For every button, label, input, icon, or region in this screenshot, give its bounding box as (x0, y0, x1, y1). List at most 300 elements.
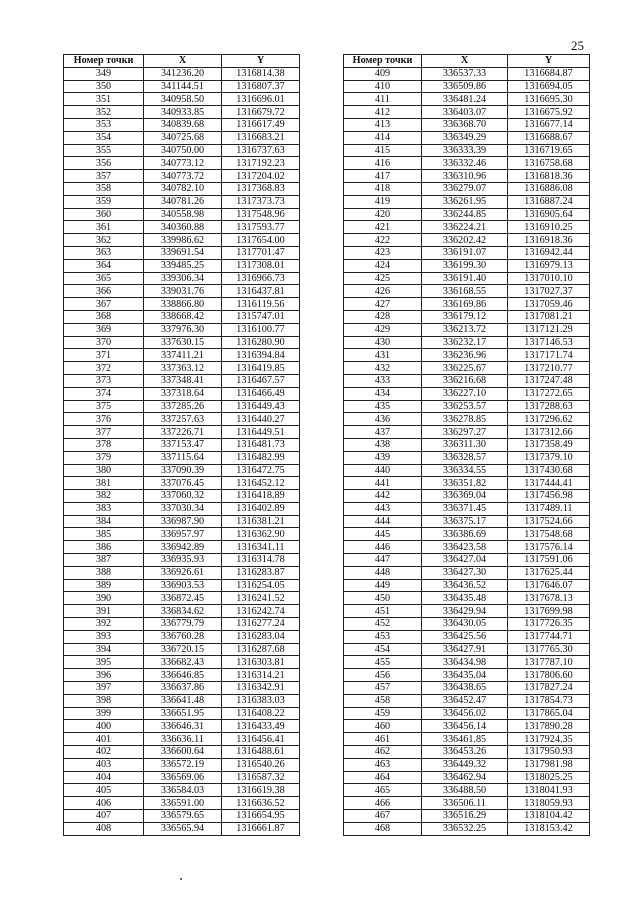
x-cell: 336434.98 (422, 656, 508, 669)
x-cell: 336987.90 (144, 515, 222, 528)
x-cell: 336779.79 (144, 618, 222, 631)
x-cell: 336456.02 (422, 707, 508, 720)
y-cell: 1316942.44 (508, 246, 590, 259)
point-number-cell: 369 (64, 323, 144, 336)
point-number-cell: 367 (64, 298, 144, 311)
y-cell: 1317981.98 (508, 758, 590, 771)
point-number-cell: 390 (64, 592, 144, 605)
x-cell: 336386.69 (422, 528, 508, 541)
x-cell: 336179.12 (422, 310, 508, 323)
table-row (344, 605, 590, 618)
y-cell: 1317288.63 (508, 400, 590, 413)
y-cell: 1316408.22 (222, 707, 300, 720)
point-number-cell: 377 (64, 426, 144, 439)
table-row (64, 733, 300, 746)
table-row (64, 246, 300, 259)
x-cell: 340781.26 (144, 195, 222, 208)
x-cell: 336579.65 (144, 810, 222, 823)
x-cell: 337348.41 (144, 374, 222, 387)
x-cell: 336488.50 (422, 784, 508, 797)
point-number-cell: 389 (64, 579, 144, 592)
y-cell: 1317312.66 (508, 426, 590, 439)
y-cell: 1317654.00 (222, 234, 300, 247)
table-row (64, 643, 300, 656)
point-number-cell: 363 (64, 246, 144, 259)
point-number-cell: 414 (344, 131, 422, 144)
x-cell: 337226.71 (144, 426, 222, 439)
point-number-cell: 394 (64, 643, 144, 656)
x-cell: 336641.48 (144, 694, 222, 707)
x-cell: 336516.29 (422, 810, 508, 823)
point-number-cell: 392 (64, 618, 144, 631)
table-row (344, 630, 590, 643)
point-number-cell: 406 (64, 797, 144, 810)
table-row (344, 221, 590, 234)
point-number-cell: 353 (64, 118, 144, 131)
point-number-cell: 375 (64, 400, 144, 413)
table-row (64, 400, 300, 413)
x-cell: 336168.55 (422, 285, 508, 298)
table-row (64, 118, 300, 131)
x-cell: 336942.89 (144, 541, 222, 554)
table-row (344, 707, 590, 720)
x-cell: 336310.96 (422, 170, 508, 183)
x-cell: 336236.96 (422, 349, 508, 362)
y-cell: 1316905.64 (508, 208, 590, 221)
header-point-number: Номер точки (344, 55, 422, 68)
y-cell: 1317548.96 (222, 208, 300, 221)
y-cell: 1316694.05 (508, 80, 590, 93)
header-y: Y (508, 55, 590, 68)
x-cell: 336334.55 (422, 464, 508, 477)
x-cell: 336225.67 (422, 362, 508, 375)
table-row (64, 605, 300, 618)
point-number-cell: 457 (344, 682, 422, 695)
page-number: 25 (571, 38, 584, 53)
y-cell: 1318153.42 (508, 822, 590, 835)
y-cell: 1316287.68 (222, 643, 300, 656)
x-cell: 336926.61 (144, 566, 222, 579)
x-cell: 336935.93 (144, 554, 222, 567)
point-number-cell: 423 (344, 246, 422, 259)
point-number-cell: 382 (64, 490, 144, 503)
y-cell: 1316449.43 (222, 400, 300, 413)
point-number-cell: 351 (64, 93, 144, 106)
table-header-row (64, 55, 300, 68)
x-cell: 338866.80 (144, 298, 222, 311)
x-cell: 336760.28 (144, 630, 222, 643)
x-cell: 336569.06 (144, 771, 222, 784)
point-number-cell: 358 (64, 182, 144, 195)
x-cell: 336369.04 (422, 490, 508, 503)
x-cell: 339485.25 (144, 259, 222, 272)
table-row (344, 234, 590, 247)
table-row (64, 413, 300, 426)
table-row (64, 656, 300, 669)
table-row (344, 80, 590, 93)
point-number-cell: 449 (344, 579, 422, 592)
y-cell: 1316241.52 (222, 592, 300, 605)
x-cell: 336682.43 (144, 656, 222, 669)
point-number-cell: 410 (344, 80, 422, 93)
table-row (64, 579, 300, 592)
x-cell: 337060.32 (144, 490, 222, 503)
x-cell: 336872.45 (144, 592, 222, 605)
table-row (344, 694, 590, 707)
x-cell: 336349.29 (422, 131, 508, 144)
point-number-cell: 386 (64, 541, 144, 554)
y-cell: 1316362.90 (222, 528, 300, 541)
table-row (344, 758, 590, 771)
table-row (344, 144, 590, 157)
table-row (64, 426, 300, 439)
right-table-body (344, 67, 590, 835)
left-coordinates-table (63, 54, 300, 836)
y-cell: 1317379.10 (508, 451, 590, 464)
point-number-cell: 462 (344, 746, 422, 759)
y-cell: 1318059.93 (508, 797, 590, 810)
x-cell: 340782.10 (144, 182, 222, 195)
point-number-cell: 422 (344, 234, 422, 247)
point-number-cell: 441 (344, 477, 422, 490)
point-number-cell: 415 (344, 144, 422, 157)
table-row (344, 298, 590, 311)
table-row (64, 707, 300, 720)
point-number-cell: 425 (344, 272, 422, 285)
x-cell: 336481.24 (422, 93, 508, 106)
x-cell: 337257.63 (144, 413, 222, 426)
y-cell: 1317192.23 (222, 157, 300, 170)
point-number-cell: 379 (64, 451, 144, 464)
y-cell: 1316456.41 (222, 733, 300, 746)
x-cell: 340750.00 (144, 144, 222, 157)
point-number-cell: 402 (64, 746, 144, 759)
y-cell: 1316280.90 (222, 336, 300, 349)
y-cell: 1317924.35 (508, 733, 590, 746)
point-number-cell: 448 (344, 566, 422, 579)
point-number-cell: 421 (344, 221, 422, 234)
point-number-cell: 350 (64, 80, 144, 93)
point-number-cell: 404 (64, 771, 144, 784)
y-cell: 1317171.74 (508, 349, 590, 362)
x-cell: 336532.25 (422, 822, 508, 835)
table-row (344, 746, 590, 759)
point-number-cell: 372 (64, 362, 144, 375)
x-cell: 336191.40 (422, 272, 508, 285)
table-row (64, 144, 300, 157)
table-row (344, 323, 590, 336)
x-cell: 336232.17 (422, 336, 508, 349)
y-cell: 1318104.42 (508, 810, 590, 823)
point-number-cell: 445 (344, 528, 422, 541)
x-cell: 337090.39 (144, 464, 222, 477)
point-number-cell: 400 (64, 720, 144, 733)
point-number-cell: 417 (344, 170, 422, 183)
x-cell: 336646.85 (144, 669, 222, 682)
y-cell: 1317726.35 (508, 618, 590, 631)
point-number-cell: 370 (64, 336, 144, 349)
y-cell: 1317358.49 (508, 438, 590, 451)
point-number-cell: 466 (344, 797, 422, 810)
table-row (344, 208, 590, 221)
x-cell: 336279.07 (422, 182, 508, 195)
y-cell: 1317744.71 (508, 630, 590, 643)
point-number-cell: 440 (344, 464, 422, 477)
x-cell: 339986.62 (144, 234, 222, 247)
point-number-cell: 432 (344, 362, 422, 375)
x-cell: 336216.68 (422, 374, 508, 387)
point-number-cell: 444 (344, 515, 422, 528)
y-cell: 1316433.49 (222, 720, 300, 733)
table-row (344, 272, 590, 285)
table-row (344, 618, 590, 631)
x-cell: 336436.52 (422, 579, 508, 592)
y-cell: 1316677.14 (508, 118, 590, 131)
header-x: X (422, 55, 508, 68)
point-number-cell: 442 (344, 490, 422, 503)
point-number-cell: 391 (64, 605, 144, 618)
table-row (344, 797, 590, 810)
table-row (344, 566, 590, 579)
y-cell: 1317787.10 (508, 656, 590, 669)
y-cell: 1316654.95 (222, 810, 300, 823)
table-row (344, 195, 590, 208)
table-row (64, 502, 300, 515)
y-cell: 1316303.81 (222, 656, 300, 669)
y-cell: 1316619.38 (222, 784, 300, 797)
x-cell: 336903.53 (144, 579, 222, 592)
y-cell: 1316119.56 (222, 298, 300, 311)
table-row (64, 720, 300, 733)
point-number-cell: 361 (64, 221, 144, 234)
x-cell: 336328.57 (422, 451, 508, 464)
point-number-cell: 446 (344, 541, 422, 554)
point-number-cell: 349 (64, 67, 144, 80)
x-cell: 336572.19 (144, 758, 222, 771)
y-cell: 1317059.46 (508, 298, 590, 311)
y-cell: 1316688.67 (508, 131, 590, 144)
x-cell: 336427.04 (422, 554, 508, 567)
y-cell: 1316807.37 (222, 80, 300, 93)
table-row (344, 477, 590, 490)
table-row (344, 362, 590, 375)
table-row (64, 374, 300, 387)
x-cell: 336371.45 (422, 502, 508, 515)
table-row (344, 259, 590, 272)
point-number-cell: 397 (64, 682, 144, 695)
y-cell: 1317368.83 (222, 182, 300, 195)
point-number-cell: 388 (64, 566, 144, 579)
table-row (64, 694, 300, 707)
y-cell: 1317027.37 (508, 285, 590, 298)
table-row (344, 106, 590, 119)
y-cell: 1316910.25 (508, 221, 590, 234)
point-number-cell: 438 (344, 438, 422, 451)
x-cell: 336430.05 (422, 618, 508, 631)
x-cell: 336636.11 (144, 733, 222, 746)
point-number-cell: 385 (64, 528, 144, 541)
y-cell: 1316342.91 (222, 682, 300, 695)
table-row (344, 182, 590, 195)
table-row (64, 784, 300, 797)
table-row (64, 362, 300, 375)
table-row (344, 490, 590, 503)
y-cell: 1317625.44 (508, 566, 590, 579)
y-cell: 1316449.51 (222, 426, 300, 439)
y-cell: 1316814.38 (222, 67, 300, 80)
y-cell: 1316979.13 (508, 259, 590, 272)
table-row (64, 592, 300, 605)
table-row (64, 170, 300, 183)
table-row (64, 221, 300, 234)
table-row (64, 630, 300, 643)
x-cell: 339031.76 (144, 285, 222, 298)
table-row (64, 298, 300, 311)
point-number-cell: 430 (344, 336, 422, 349)
y-cell: 1317548.68 (508, 528, 590, 541)
table-row (344, 438, 590, 451)
table-row (344, 784, 590, 797)
y-cell: 1316437.81 (222, 285, 300, 298)
point-number-cell: 439 (344, 451, 422, 464)
x-cell: 336332.46 (422, 157, 508, 170)
table-row (344, 822, 590, 835)
table-row (64, 618, 300, 631)
x-cell: 336403.07 (422, 106, 508, 119)
table-row (344, 374, 590, 387)
x-cell: 336438.65 (422, 682, 508, 695)
point-number-cell: 403 (64, 758, 144, 771)
y-cell: 1316254.05 (222, 579, 300, 592)
table-row (344, 643, 590, 656)
point-number-cell: 384 (64, 515, 144, 528)
y-cell: 1316341.11 (222, 541, 300, 554)
table-row (344, 93, 590, 106)
point-number-cell: 454 (344, 643, 422, 656)
y-cell: 1317444.41 (508, 477, 590, 490)
x-cell: 340839.68 (144, 118, 222, 131)
table-row (64, 682, 300, 695)
x-cell: 336351.82 (422, 477, 508, 490)
table-row (344, 118, 590, 131)
x-cell: 336456.14 (422, 720, 508, 733)
y-cell: 1316100.77 (222, 323, 300, 336)
x-cell: 336368.70 (422, 118, 508, 131)
scan-dot (180, 878, 182, 880)
x-cell: 337318.64 (144, 387, 222, 400)
y-cell: 1317890.28 (508, 720, 590, 733)
y-cell: 1317524.66 (508, 515, 590, 528)
y-cell: 1317430.68 (508, 464, 590, 477)
point-number-cell: 464 (344, 771, 422, 784)
point-number-cell: 407 (64, 810, 144, 823)
table-row (64, 323, 300, 336)
table-row (344, 579, 590, 592)
y-cell: 1316472.75 (222, 464, 300, 477)
y-cell: 1316679.72 (222, 106, 300, 119)
point-number-cell: 416 (344, 157, 422, 170)
x-cell: 336565.94 (144, 822, 222, 835)
x-cell: 339306.34 (144, 272, 222, 285)
y-cell: 1316283.04 (222, 630, 300, 643)
y-cell: 1317489.11 (508, 502, 590, 515)
point-number-cell: 436 (344, 413, 422, 426)
table-row (64, 310, 300, 323)
point-number-cell: 443 (344, 502, 422, 515)
point-number-cell: 393 (64, 630, 144, 643)
y-cell: 1317854.73 (508, 694, 590, 707)
point-number-cell: 401 (64, 733, 144, 746)
point-number-cell: 399 (64, 707, 144, 720)
y-cell: 1317146.53 (508, 336, 590, 349)
y-cell: 1317678.13 (508, 592, 590, 605)
table-row (64, 541, 300, 554)
x-cell: 340773.12 (144, 157, 222, 170)
x-cell: 336311.30 (422, 438, 508, 451)
y-cell: 1316381.21 (222, 515, 300, 528)
point-number-cell: 434 (344, 387, 422, 400)
table-row (64, 528, 300, 541)
table-row (344, 170, 590, 183)
table-row (344, 554, 590, 567)
x-cell: 336199.30 (422, 259, 508, 272)
right-coordinates-table-wrap (343, 54, 590, 836)
table-row (344, 400, 590, 413)
point-number-cell: 396 (64, 669, 144, 682)
table-row (344, 310, 590, 323)
table-row (344, 246, 590, 259)
x-cell: 336584.03 (144, 784, 222, 797)
point-number-cell: 359 (64, 195, 144, 208)
y-cell: 1316242.74 (222, 605, 300, 618)
x-cell: 337411.21 (144, 349, 222, 362)
point-number-cell: 463 (344, 758, 422, 771)
x-cell: 336429.94 (422, 605, 508, 618)
y-cell: 1316675.92 (508, 106, 590, 119)
right-coordinates-table (343, 54, 590, 836)
x-cell: 336261.95 (422, 195, 508, 208)
point-number-cell: 429 (344, 323, 422, 336)
point-number-cell: 387 (64, 554, 144, 567)
table-row (344, 387, 590, 400)
x-cell: 336427.91 (422, 643, 508, 656)
x-cell: 336453.26 (422, 746, 508, 759)
y-cell: 1316383.03 (222, 694, 300, 707)
y-cell: 1316683.21 (222, 131, 300, 144)
table-row (64, 451, 300, 464)
point-number-cell: 376 (64, 413, 144, 426)
table-row (64, 822, 300, 835)
point-number-cell: 450 (344, 592, 422, 605)
table-row (64, 157, 300, 170)
x-cell: 336449.32 (422, 758, 508, 771)
y-cell: 1316467.57 (222, 374, 300, 387)
x-cell: 337630.15 (144, 336, 222, 349)
point-number-cell: 420 (344, 208, 422, 221)
y-cell: 1316314.21 (222, 669, 300, 682)
point-number-cell: 435 (344, 400, 422, 413)
y-cell: 1317210.77 (508, 362, 590, 375)
x-cell: 336720.15 (144, 643, 222, 656)
table-row (344, 464, 590, 477)
point-number-cell: 426 (344, 285, 422, 298)
point-number-cell: 408 (64, 822, 144, 835)
table-row (64, 93, 300, 106)
header-x: X (144, 55, 222, 68)
table-row (64, 182, 300, 195)
y-cell: 1317593.77 (222, 221, 300, 234)
x-cell: 340773.72 (144, 170, 222, 183)
